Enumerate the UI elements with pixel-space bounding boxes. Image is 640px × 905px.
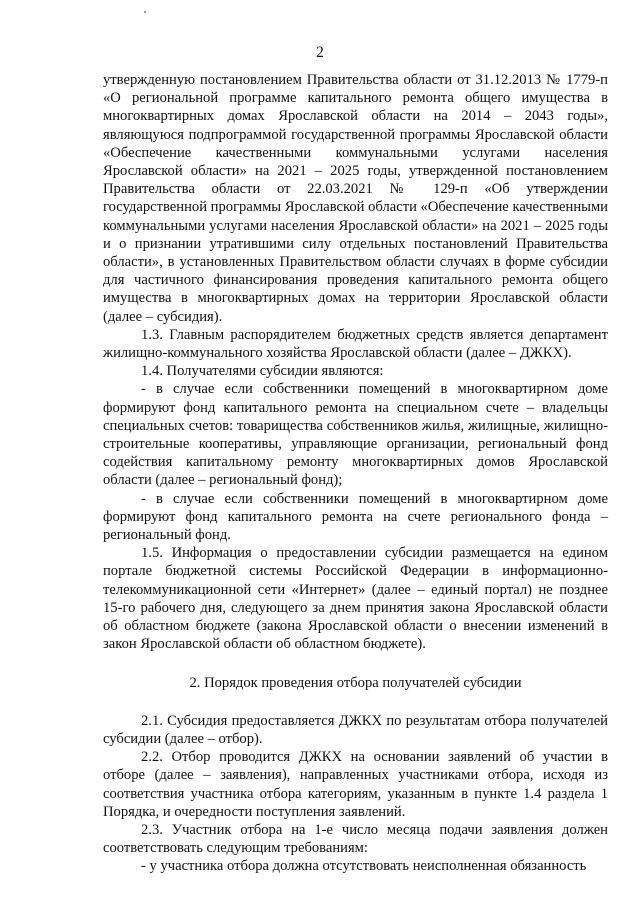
document-body — [103, 71, 608, 876]
scan-dot — [144, 11, 146, 13]
paragraph-2-3-item-obligation: - у участника отбора должна отсутствовать неисполненная обязанность — [141, 858, 587, 875]
paragraph-1-4-item-special-account: - в случае если собственники помещений в многоквартирном доме формируют фонд капитального ремонта на специальном счете – владельцы специальных счетов: товарищества собственников жилья, жилищные, жилищно-строительные кооперативы, управляющие организации, региональный фонд содействия капитальному ремонту многоквартирных домов Ярославской области (далее – региональный фонд); — [103, 381, 608, 489]
paragraph-1-4-item-regional-fund: - в случае если собственники помещений в многоквартирном доме формируют фонд капитального ремонта на счете регионального фонда – региональный фонд. — [103, 490, 608, 544]
paragraph-2-1: 2.1. Субсидия предоставляется ДЖКХ по результатам отбора получателей субсидии (далее – отбор). — [103, 712, 608, 747]
page-number: 2 — [316, 44, 324, 61]
paragraph-1-5: 1.5. Информация о предоставлении субсидии размещается на едином портале бюджетной системы Российской Федерации в информационно-телекоммуникационной сети «Интернет» (далее – единый портал) не позднее 15-го рабочего дня, следующего за днем принятия закона Ярославской области об областном бюджете (закона Ярославской области о внесении изменений в закон Ярославской области об областном бюджете). — [103, 545, 608, 653]
paragraph-2-2: 2.2. Отбор проводится ДЖКХ на основании заявлений об участии в отборе (далее – заявления), направленных участниками отбора, исходя из соответствия участника отбора категориям, указанным в пункте 1.4 раздела 1 Порядка, и очередности поступления заявлений. — [103, 749, 608, 820]
paragraph-1-3: 1.3. Главным распорядителем бюджетных средств является департамент жилищно-коммунального хозяйства Ярославской области (далее – ДЖКХ). — [103, 326, 608, 362]
paragraph-intro-continuation: утвержденную постановлением Правительства области от 31.12.2013 № 1779-п «О региональной программе капитального ремонта общего имущества в многоквартирных домах Ярославской области на 2014 – 2043 годы», являющуюся подпрограммой государственной программы Ярославской области «Обеспечение качественными коммунальными услугами населения Ярославской области» на 2021 – 2025 годы, утвержденной постановлением Правительства области от 22.03.2021 № 129-п «Об утверждении государственной программы Ярославской области «Обеспечение качественными коммунальными услугами населения Ярославской области» на 2021 – 2025 годы и о признании утратившими силу отдельных постановлений Правительства области», в установленных Правительством области случаях в форме субсидии для частичного финансирования проведения капитального ремонта общего имущества в многоквартирных домах на территории Ярославской области (далее – субсидия). — [103, 72, 608, 325]
section-2-heading: 2. Порядок проведения отбора получателей субсидии — [189, 674, 522, 691]
paragraph-1-4: 1.4. Получателями субсидии являются: — [141, 363, 384, 380]
paragraph-2-3: 2.3. Участник отбора на 1-е число месяца подачи заявления должен соответствовать следующим требованиям: — [103, 821, 608, 857]
